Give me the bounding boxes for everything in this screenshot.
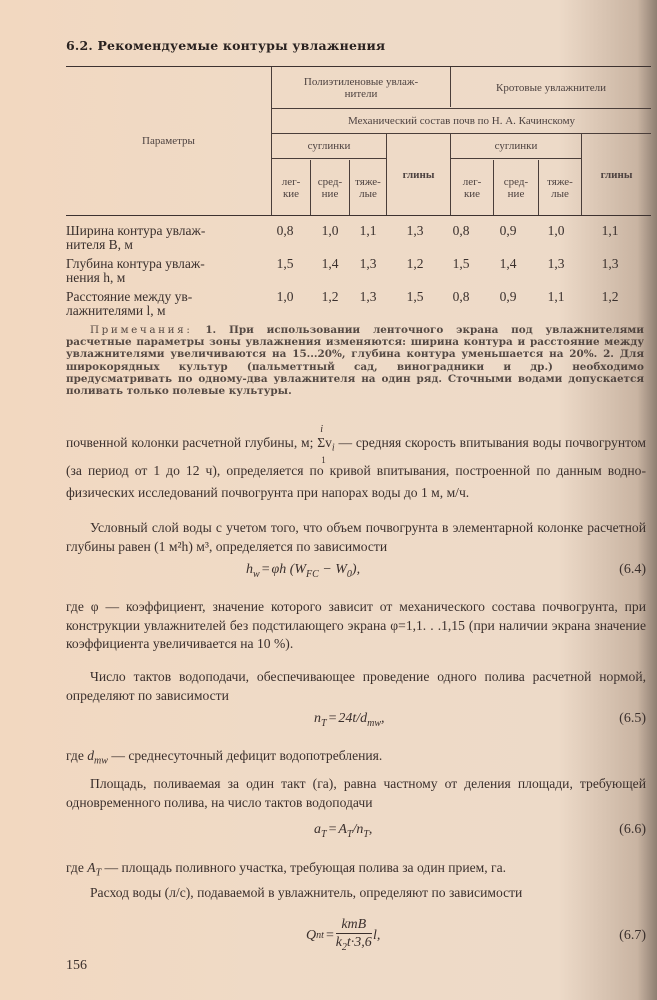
paragraph-text: — средняя скорость впитывания воды почвогрунтом (за период от 1 до 12 ч), определяется по кривой впитывания, построенной по данным водно-физических исследований почвогрунта при напорах воды до 1 м, м/ч. xyxy=(66,435,646,500)
header-light-text: лег- xyxy=(462,175,482,188)
header-heavy-poly xyxy=(350,160,386,215)
header-light-text: кие xyxy=(282,187,300,200)
table-cell: 1,3 xyxy=(406,223,424,238)
header-medium-text: ние xyxy=(507,187,525,200)
paragraph-text: — среднесуточный дефицит водопотребления. xyxy=(107,748,383,763)
table-cell: 1,5 xyxy=(452,256,470,271)
header-medium-text: сред- xyxy=(503,175,529,188)
paragraph: Условный слой воды с учетом того, что объем почвогрунта в элементарной колонке расчетной глубины равен (1 м²h) м³, определяется по зависимости xyxy=(66,520,646,554)
paragraph xyxy=(66,859,646,883)
header-light-poly xyxy=(272,160,310,215)
table-cell: 1,1 xyxy=(601,223,619,238)
header-medium-poly xyxy=(311,160,349,215)
variable: d xyxy=(87,748,95,763)
paragraph-text: где xyxy=(66,748,88,763)
header-loam-mole: суглинки xyxy=(494,140,538,152)
table-row xyxy=(66,290,651,320)
table-cell: 1,1 xyxy=(547,289,565,304)
header-clay-mole: глины xyxy=(600,168,633,181)
table-cell: 1,2 xyxy=(601,289,619,304)
row-label xyxy=(66,224,266,252)
header-medium-mole xyxy=(494,160,538,215)
formula-number: (6.4) xyxy=(619,562,646,577)
formula-6-4 xyxy=(66,562,646,582)
header-heavy-mole xyxy=(539,160,581,215)
sum-lower-limit: 1 xyxy=(321,454,326,465)
table-cell: 1,3 xyxy=(359,289,377,304)
paragraph-text: — площадь поливного участка, требующая полива за один прием, га. xyxy=(101,860,507,875)
table-cell: 1,4 xyxy=(499,256,517,271)
paragraph-text: почвенной колонки расчетной глубины, м; xyxy=(66,435,318,450)
row-label-line: Расстояние между ув- xyxy=(66,289,193,304)
paragraph xyxy=(66,424,646,504)
notes-text: 1. При использовании ленточного экрана под увлажнителями расчетные параметры зоны увлажнения изменяются: ширина контура и расстояние между увлажнителями увеличиваются на 15...20%, глубина контура уменьшается на 20%. 2. Для широкорядных культур (пальметтный сад, виноградники и др.) необходимо предусматривать по одному-два увлажнителя на один ряд. Сточными водами допускается поливать только полевые культуры. xyxy=(66,324,645,398)
table-cell: 0,8 xyxy=(452,289,470,304)
paragraph: Число тактов водоподачи, обеспечивающее проведение одного полива расчетной нормой, определяют по зависимости xyxy=(66,669,646,703)
formula-number: (6.7) xyxy=(619,928,646,943)
header-soil-composition: Механический состав почв по Н. А. Качинскому xyxy=(347,115,576,127)
table-row xyxy=(66,257,651,287)
table-cell: 1,3 xyxy=(359,256,377,271)
header-group-mole: Кротовые увлажнители xyxy=(496,82,606,94)
table-cell: 1,2 xyxy=(321,289,339,304)
header-loam-poly: суглинки xyxy=(307,140,351,152)
header-heavy-text: тяже- xyxy=(547,175,573,188)
header-clay-poly: глины xyxy=(402,168,435,181)
table-row xyxy=(66,224,651,254)
paragraph xyxy=(66,747,646,771)
header-heavy-text: лые xyxy=(359,187,377,200)
table-cell: 1,3 xyxy=(601,256,619,271)
header-heavy-text: лые xyxy=(551,187,569,200)
row-label-line: Ширина контура увлаж- xyxy=(66,223,206,238)
variable-subscript: mw xyxy=(94,755,108,767)
header-group-polyethylene xyxy=(272,69,450,107)
variable: A xyxy=(87,860,96,875)
header-light-mole xyxy=(451,160,493,215)
sum-expression: Σv xyxy=(317,435,332,450)
formula-expression: $a_T$ = $A_T/n_T$, xyxy=(314,822,373,840)
row-label-line: лажнителями l, м xyxy=(66,303,166,318)
sum-subscript: i xyxy=(331,442,335,454)
table-notes xyxy=(66,324,644,397)
formula-number: (6.5) xyxy=(619,711,646,726)
header-light-text: кие xyxy=(463,187,481,200)
sum-symbol xyxy=(317,424,335,465)
table-header xyxy=(66,66,651,216)
table-cell: 1,4 xyxy=(321,256,339,271)
table-cell: 1,3 xyxy=(547,256,565,271)
header-light-text: лег- xyxy=(281,175,301,188)
formula-number: (6.6) xyxy=(619,822,646,837)
row-label-line: Глубина контура увлаж- xyxy=(66,256,205,271)
row-label-line: нения h, м xyxy=(66,270,126,285)
table-cell: 0,9 xyxy=(499,289,517,304)
table-cell: 1,1 xyxy=(359,223,377,238)
table-cell: 1,5 xyxy=(406,289,424,304)
paragraph: Расход воды (л/с), подаваемой в увлажнитель, определяют по зависимости xyxy=(90,885,523,900)
table-cell: 1,2 xyxy=(406,256,424,271)
row-label xyxy=(66,290,266,318)
row-label xyxy=(66,257,266,285)
header-medium-text: ние xyxy=(321,187,339,200)
table-cell: 1,0 xyxy=(547,223,565,238)
paragraph-text: где xyxy=(66,860,88,875)
variable-subscript: T xyxy=(95,867,102,879)
row-label-line: нителя B, м xyxy=(66,237,133,252)
header-group-polyethylene-line2: нители xyxy=(344,88,378,100)
table-cell: 0,9 xyxy=(499,223,517,238)
formula-expression: $h_w$ = φh $(W_{FC} - W_0)$, xyxy=(246,562,361,580)
table-cell: 1,0 xyxy=(321,223,339,238)
formula-6-7 xyxy=(66,916,646,958)
formula-6-6 xyxy=(66,822,646,842)
table-cell: 0,8 xyxy=(276,223,294,238)
header-heavy-text: тяже- xyxy=(355,175,381,188)
table-title: 6.2. Рекомендуемые контуры увлажнения xyxy=(66,38,386,53)
header-parameters: Параметры xyxy=(142,135,195,147)
header-medium-text: сред- xyxy=(317,175,343,188)
table-cell: 0,8 xyxy=(452,223,470,238)
table-body xyxy=(66,224,651,320)
notes-label: Примечания: xyxy=(90,324,193,336)
table-cell: 1,0 xyxy=(276,289,294,304)
page-number: 156 xyxy=(66,958,87,973)
formula-expression: $n_T$ = $24t/d_{mw}$, xyxy=(314,711,385,729)
sum-upper-limit: i xyxy=(320,424,323,435)
paragraph: Площадь, поливаемая за один такт (га), равна частному от деления площади, требующей одновременного полива, на число тактов водоподачи xyxy=(66,776,646,810)
table-cell: 1,5 xyxy=(276,256,294,271)
formula-expression: Q nt = $\frac{\text{kmB}}{k_2t\cdot 3,6}$ l, xyxy=(306,916,380,956)
header-group-polyethylene-line1: Полиэтиленовые увлаж- xyxy=(303,76,419,88)
formula-6-5 xyxy=(66,711,646,731)
fraction: $\frac{\text{kmB}}{k_2t\cdot 3,6}$ xyxy=(335,917,372,953)
paragraph: где φ — коэффициент, значение которого зависит от механического состава почвогрунта, при конструкции увлажнителей без подстилающего экрана φ=1,1. . .1,15 (при наличии экрана значение коэффициента увеличивается на 10 %). xyxy=(66,599,646,651)
